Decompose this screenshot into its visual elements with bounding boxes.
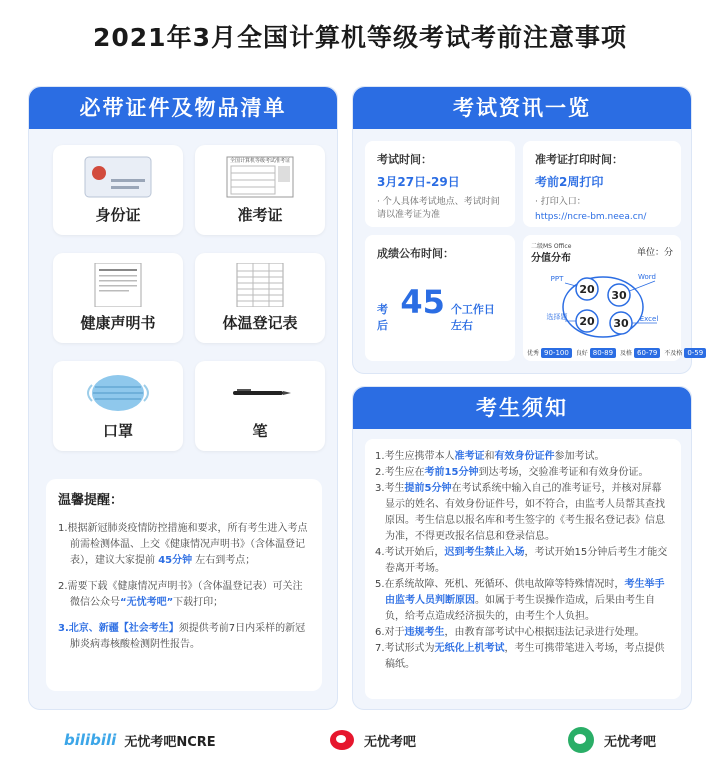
grade-name: 不及格 xyxy=(664,350,683,357)
grade-name: 及格 xyxy=(620,350,633,357)
rule-highlight: 考生举手由监考人员判断原因 xyxy=(385,579,665,606)
print-note: · 打印入口： xyxy=(535,197,586,207)
reminder-text: 须提供考前7日内采样的新冠肺炎病毒核酸检测阴性报告。 xyxy=(70,623,306,650)
rule-text: 和 xyxy=(484,451,495,462)
reminder-item-1 xyxy=(58,521,310,569)
notice-header: 考生须知 xyxy=(353,387,691,429)
exam-time-card xyxy=(365,141,515,227)
mask-icon xyxy=(83,371,153,415)
score-pre: 考后 xyxy=(377,303,388,332)
health-declaration-icon xyxy=(83,263,153,307)
score-value-row xyxy=(377,283,503,333)
item-label-ticket: 准考证 xyxy=(237,206,283,224)
notice-rule-2 xyxy=(375,465,671,481)
item-label-health: 健康声明书 xyxy=(80,314,156,332)
bilibili-account-name: 无忧考吧NCRE xyxy=(124,734,216,750)
node-label: 选择题 xyxy=(546,313,568,321)
grade-name: 良好 xyxy=(575,350,588,357)
reminder-text: 左右到考点； xyxy=(192,555,256,566)
exam-time-note: · 个人具体考试地点、考试时间请以准考证为准 xyxy=(377,197,500,220)
notice-rule-5 xyxy=(375,577,671,625)
rule-text: 4.考试开始后， xyxy=(375,547,445,558)
reminder-highlight: 3.北京、新疆【社会考生】 xyxy=(58,623,179,634)
ticket-doc-title: 全国计算机等级考试准考证 xyxy=(229,158,290,164)
node-label: Word xyxy=(638,273,656,281)
reminder-highlight: 45分钟 xyxy=(158,555,193,566)
checklist-panel xyxy=(28,86,338,710)
wechat-icon xyxy=(568,727,594,753)
rule-highlight: 无纸化上机考试 xyxy=(434,643,505,654)
notice-panel xyxy=(352,386,692,710)
grade-range: 0-59 xyxy=(684,348,706,358)
rule-text: 。如属于考生误操作造成，后果由考生自负，给考点造成经济损失的，由考生个人负担。 xyxy=(385,595,655,622)
node-label: PPT xyxy=(550,275,564,283)
weibo-icon xyxy=(330,730,354,750)
rule-highlight: 考前15分钟 xyxy=(424,467,479,478)
grade-range: 80-89 xyxy=(590,348,616,358)
grade-name: 优秀 xyxy=(527,350,540,357)
rule-text: ，考试开始15分钟后考生才能交卷离开考场。 xyxy=(385,547,668,574)
rule-text: ，考生可携带笔进入考场，考点提供稿纸。 xyxy=(385,643,665,670)
id-card-icon xyxy=(83,155,153,199)
node-value: 30 xyxy=(611,289,627,302)
checklist-header: 必带证件及物品清单 xyxy=(29,87,337,129)
notice-rule-4 xyxy=(375,545,671,577)
reminder-highlight: “无忧考吧” xyxy=(120,597,174,608)
node-value: 30 xyxy=(613,317,629,330)
notice-rule-3 xyxy=(375,481,671,545)
rule-text: 在考试系统中输入自己的准考证号，并核对屏幕显示的姓名、有效身份证件号，如不符合，由监考人员帮其查找原因。考生信息以报名库和考生签字的《考生报名登记表》信息为准，不得更改报名信息和登录信息。 xyxy=(385,483,665,542)
score-number: 45 xyxy=(400,283,445,321)
chart-unit: 单位：分 xyxy=(636,248,673,258)
item-label-pen: 笔 xyxy=(252,422,268,440)
rule-text: 2.考生应在 xyxy=(375,467,425,478)
page-title: 2021年3月全国计算机等级考试考前注意事项 xyxy=(93,23,627,52)
score-distribution-diagram xyxy=(523,257,681,343)
item-card-mask xyxy=(53,361,183,451)
footer-weibo[interactable] xyxy=(330,725,416,755)
node-value: 20 xyxy=(579,283,595,296)
rule-highlight: 有效身份证件 xyxy=(494,451,555,462)
reminder-text: 2.需要下载《健康情况声明书》（含体温登记表）可关注微信公众号 xyxy=(58,581,303,608)
rule-text: 1.考生应携带本人 xyxy=(375,451,455,462)
rule-text: 3.考生 xyxy=(375,483,405,494)
score-label: 成绩公布时间： xyxy=(377,247,454,260)
wechat-account-name: 无忧考吧 xyxy=(604,734,657,750)
print-time-value: 考前2周打印 xyxy=(535,175,604,189)
reminder-box xyxy=(46,479,322,691)
chart-subtitle: 二级MS Office xyxy=(531,243,572,250)
item-label-temp: 体温登记表 xyxy=(222,314,298,332)
item-card-id xyxy=(53,145,183,235)
item-card-health xyxy=(53,253,183,343)
grade-range: 60-79 xyxy=(634,348,660,358)
node-label: Excel xyxy=(639,315,659,323)
pen-icon xyxy=(225,371,295,415)
reminder-text: 下载打印； xyxy=(173,597,224,608)
bilibili-logo-icon: bilibili xyxy=(64,731,117,749)
print-url-link[interactable]: https://ncre-bm.neea.cn/ xyxy=(535,212,647,222)
rule-text: 5.在系统故障、死机、死循环、供电故障等特殊情况时， xyxy=(375,579,625,590)
rule-text: 到达考场，交验准考证和有效身份证。 xyxy=(478,467,649,478)
grade-range: 90-100 xyxy=(541,348,572,358)
footer-wechat[interactable] xyxy=(568,725,656,755)
rule-highlight: 迟到考生禁止入场 xyxy=(444,547,525,558)
temperature-form-icon xyxy=(225,263,295,307)
info-header: 考试资讯一览 xyxy=(353,87,691,129)
item-label-mask: 口罩 xyxy=(102,422,133,440)
rule-highlight: 提前5分钟 xyxy=(404,483,452,494)
weibo-account-name: 无忧考吧 xyxy=(364,734,417,750)
item-card-temp xyxy=(195,253,325,343)
footer-bilibili[interactable] xyxy=(64,725,216,755)
item-card-pen xyxy=(195,361,325,451)
notice-rule-1 xyxy=(375,449,671,465)
node-value: 20 xyxy=(579,315,595,328)
score-post: 个工作日左右 xyxy=(450,303,495,332)
reminder-text: 1.根据新冠肺炎疫情防控措施和要求，所有考生进入考点前需检测体温、上交《健康情况声明书》（含体温登记表），建议大家提前 xyxy=(58,523,308,566)
chart-title: 分值分布 xyxy=(531,253,571,264)
rule-text: 7.考试形式为 xyxy=(375,643,435,654)
score-card xyxy=(365,235,515,361)
print-time-label: 准考证打印时间： xyxy=(535,153,623,166)
rule-text: ，由教育部考试中心根据违法记录进行处理。 xyxy=(444,627,645,638)
item-label-id: 身份证 xyxy=(95,206,141,224)
reminder-item-2 xyxy=(58,579,310,611)
grade-legend xyxy=(527,348,708,357)
notice-rules xyxy=(365,439,681,699)
print-time-card xyxy=(523,141,681,227)
score-distribution-card xyxy=(523,235,704,361)
rule-text: 参加考试。 xyxy=(554,451,605,462)
rule-highlight: 违规考生 xyxy=(404,627,445,638)
reminder-heading: 温馨提醒： xyxy=(58,493,124,508)
item-card-ticket xyxy=(195,145,325,235)
notice-rule-6 xyxy=(375,625,671,641)
rule-highlight: 准考证 xyxy=(454,451,485,462)
notice-rule-7 xyxy=(375,641,671,673)
exam-time-value: 3月27日-29日 xyxy=(377,175,460,189)
info-panel xyxy=(352,86,704,374)
exam-time-label: 考试时间： xyxy=(377,153,432,166)
reminder-item-3 xyxy=(58,621,310,653)
rule-text: 6.对于 xyxy=(375,627,405,638)
